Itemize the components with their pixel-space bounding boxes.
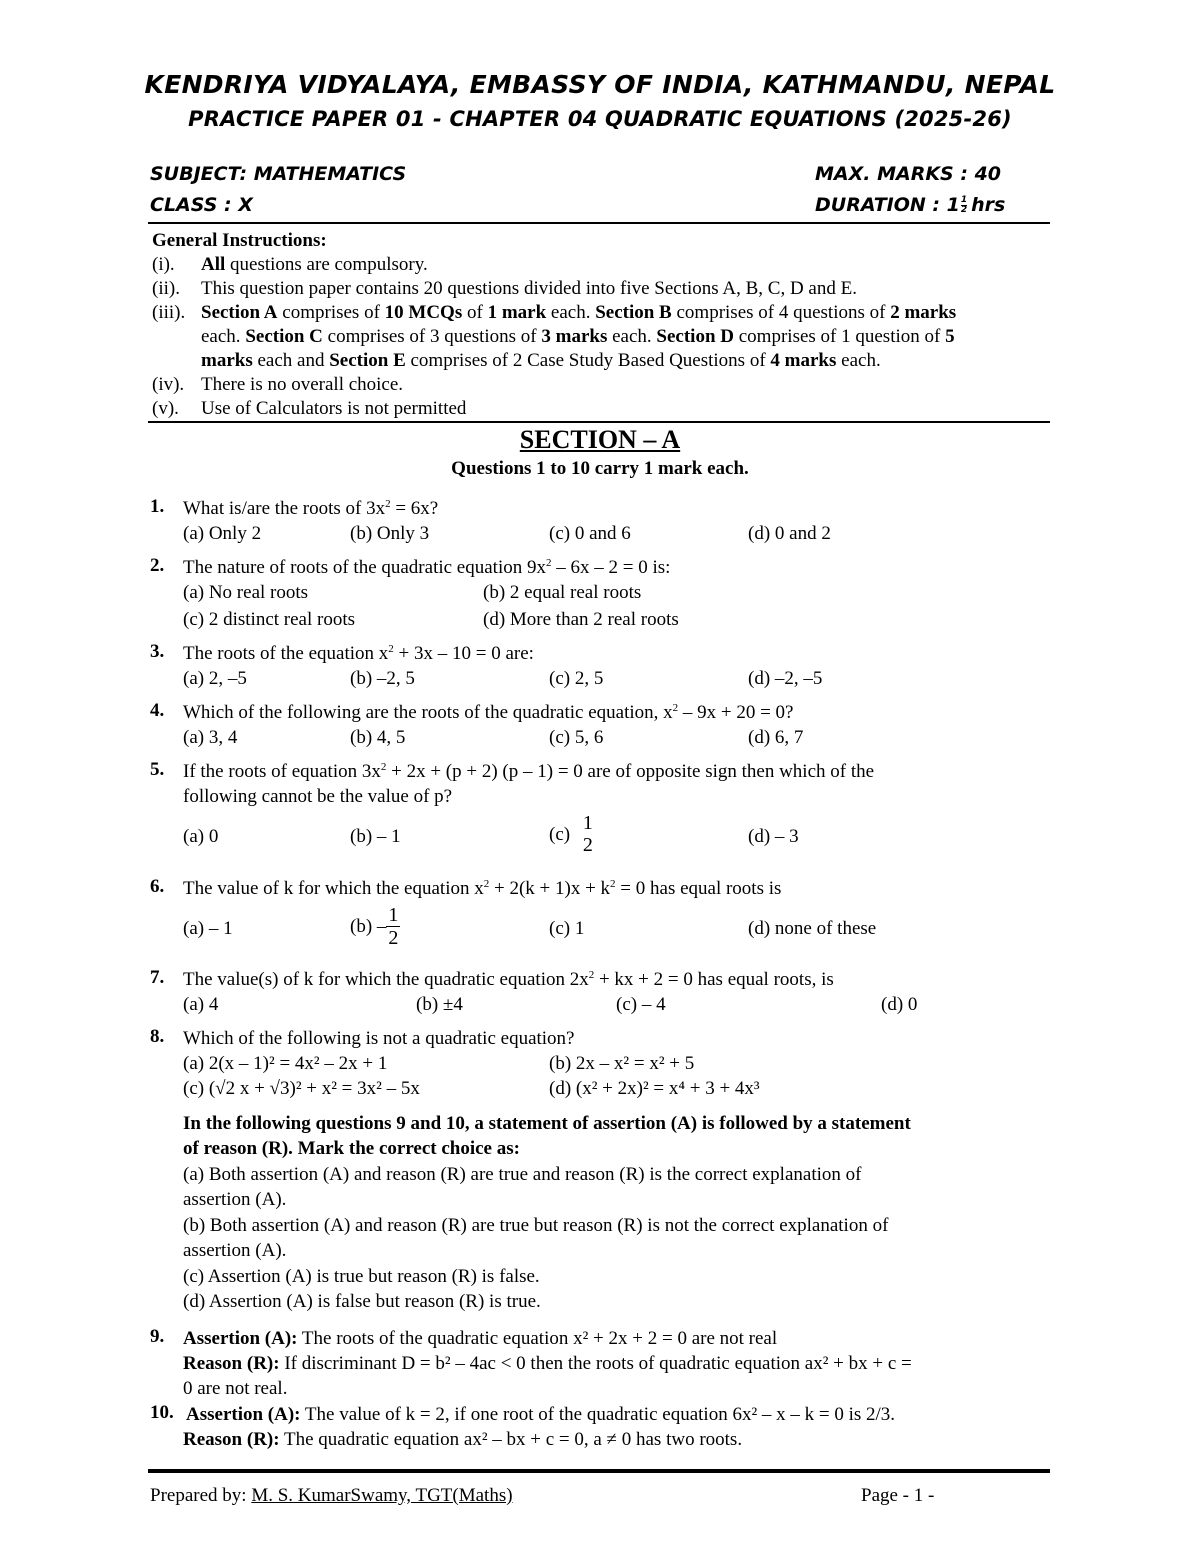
option: (b) –2, 5 bbox=[350, 668, 415, 689]
option: (a) 2, –5 bbox=[183, 668, 247, 689]
reason-text: Reason (R): The quadratic equation ax² – bx + c = 0, a ≠ 0 has two roots. bbox=[183, 1429, 743, 1450]
option: (b) – 1 bbox=[350, 826, 401, 847]
duration-prefix: DURATION : 1 bbox=[815, 194, 960, 216]
question-text: The value of k for which the equation $x^2 + 2(k + 1)x + k^2 = 0$ has equal roots is bbox=[183, 878, 782, 899]
instruction-item: All questions are compulsory. bbox=[201, 254, 428, 275]
option: (b) 4, 5 bbox=[350, 727, 406, 748]
option: (c) 1 bbox=[549, 918, 585, 939]
duration-frac-den: 2 bbox=[960, 205, 968, 215]
option-fraction: (c) 1 2 bbox=[549, 812, 593, 856]
assertion-intro: In the following questions 9 and 10, a statement of assertion (A) is followed by a statement bbox=[183, 1113, 911, 1134]
option: (a) Only 2 bbox=[183, 523, 262, 544]
class-label: CLASS : X bbox=[150, 194, 253, 216]
option: (c) 2 distinct real roots bbox=[183, 609, 356, 630]
instruction-num: (v). bbox=[152, 398, 179, 419]
section-title: SECTION – A bbox=[519, 425, 681, 454]
option: (b) ±4 bbox=[416, 994, 463, 1015]
question-number: 10. bbox=[150, 1402, 174, 1423]
option: (c) 0 and 6 bbox=[549, 523, 631, 544]
instruction-num: (i). bbox=[152, 254, 175, 275]
reason-text-cont: 0 are not real. bbox=[183, 1378, 288, 1399]
question-number: 9. bbox=[150, 1326, 165, 1347]
instruction-item-cont: each. Section C comprises of 3 questions of 3 marks each. Section D comprises of 1 question of 5 bbox=[201, 326, 955, 347]
instruction-num: (ii). bbox=[152, 278, 180, 299]
option: (b) 2 equal real roots bbox=[483, 582, 642, 603]
subject-label: SUBJECT: MATHEMATICS bbox=[150, 163, 407, 185]
option: (c) 2, 5 bbox=[549, 668, 604, 689]
assertion-choice-cont: assertion (A). bbox=[183, 1189, 287, 1210]
question-text: The nature of roots of the quadratic equation $9x^2 - 6x - 2 = 0$ is: bbox=[183, 557, 671, 578]
option: (b) Only 3 bbox=[350, 523, 430, 544]
question-number: 7. bbox=[150, 967, 165, 988]
question-text: If the roots of equation $3x^2 + 2x + (p + 2)$ (p – 1) = 0 are of opposite sign then which of the bbox=[183, 761, 875, 782]
max-marks-label: MAX. MARKS : 40 bbox=[815, 163, 1002, 185]
instructions-rule bbox=[148, 421, 1050, 423]
option: (a) 4 bbox=[183, 994, 219, 1015]
page-number: Page - 1 - bbox=[861, 1485, 935, 1506]
option: (a) 0 bbox=[183, 826, 219, 847]
instruction-item-cont: marks each and Section E comprises of 2 Case Study Based Questions of 4 marks each. bbox=[201, 350, 881, 371]
assertion-choice-cont: assertion (A). bbox=[183, 1240, 287, 1261]
question-number: 2. bbox=[150, 555, 165, 576]
instruction-num: (iv). bbox=[152, 374, 185, 395]
option: (d) 6, 7 bbox=[748, 727, 804, 748]
assertion-text: Assertion (A): The value of k = 2, if one root of the quadratic equation 6x² – x – k = 0 is 2/3. bbox=[186, 1404, 896, 1425]
header-rule bbox=[148, 222, 1050, 224]
question-text: Which of the following are the roots of the quadratic equation, $x^2 - 9x + 20 = 0$? bbox=[183, 702, 794, 723]
assertion-choice: (d) Assertion (A) is false but reason (R) is true. bbox=[183, 1291, 541, 1312]
option: (c) 5, 6 bbox=[549, 727, 604, 748]
option: (a) 2(x – 1)² = 4x² – 2x + 1 bbox=[183, 1053, 388, 1074]
instructions-title: General Instructions: bbox=[152, 230, 327, 251]
option: (c) (√2 x + √3)² + x² = 3x² – 5x bbox=[183, 1078, 420, 1099]
option: (c) – 4 bbox=[616, 994, 666, 1015]
question-text: The roots of the equation $x^2 + 3x - 10 = 0$ are: bbox=[183, 643, 534, 664]
option: (a) – 1 bbox=[183, 918, 233, 939]
option-fraction: (b) – $\frac{1}{2}$ bbox=[350, 904, 399, 949]
paper-title: PRACTICE PAPER 01 - CHAPTER 04 QUADRATIC EQUATIONS (2025-26) bbox=[188, 107, 1012, 131]
option: (d) none of these bbox=[748, 918, 877, 939]
question-number: 6. bbox=[150, 876, 165, 897]
option: (b) 2x – x² = x² + 5 bbox=[549, 1053, 695, 1074]
author-link[interactable]: M. S. KumarSwamy, TGT(Maths) bbox=[251, 1485, 513, 1506]
assertion-choice: (a) Both assertion (A) and reason (R) are true and reason (R) is the correct explanation of bbox=[183, 1164, 862, 1185]
reason-text: Reason (R): If discriminant D = b² – 4ac < 0 then the roots of quadratic equation ax² + bx + c = bbox=[183, 1353, 912, 1374]
footer-rule bbox=[148, 1469, 1050, 1473]
assertion-choice: (b) Both assertion (A) and reason (R) are true but reason (R) is not the correct explanation of bbox=[183, 1215, 889, 1236]
option: (d) – 3 bbox=[748, 826, 799, 847]
question-number: 8. bbox=[150, 1026, 165, 1047]
assertion-choice: (c) Assertion (A) is true but reason (R) is false. bbox=[183, 1266, 540, 1287]
duration-frac-num: 1 bbox=[960, 195, 968, 205]
option: (d) (x² + 2x)² = x⁴ + 3 + 4x³ bbox=[549, 1078, 760, 1099]
section-subtitle: Questions 1 to 10 carry 1 mark each. bbox=[451, 458, 749, 479]
option: (d) 0 and 2 bbox=[748, 523, 831, 544]
question-number: 3. bbox=[150, 641, 165, 662]
instruction-item: Use of Calculators is not permitted bbox=[201, 398, 467, 419]
question-text-cont: following cannot be the value of p? bbox=[183, 786, 453, 807]
duration-label bbox=[815, 194, 1005, 216]
instruction-item: There is no overall choice. bbox=[201, 374, 404, 395]
school-title: KENDRIYA VIDYALAYA, EMBASSY OF INDIA, KATHMANDU, NEPAL bbox=[144, 70, 1056, 99]
question-text: Which of the following is not a quadratic equation? bbox=[183, 1028, 575, 1049]
question-number: 5. bbox=[150, 759, 165, 780]
duration-suffix: hrs bbox=[971, 194, 1006, 216]
prepared-by: Prepared by: M. S. KumarSwamy, TGT(Maths) bbox=[150, 1485, 513, 1506]
option: (d) –2, –5 bbox=[748, 668, 823, 689]
option: (d) 0 bbox=[881, 994, 918, 1015]
question-text: The value(s) of k for which the quadratic equation $2x^2$ + kx + 2 = 0 has equal roots, is bbox=[183, 969, 834, 990]
instruction-item: Section A comprises of 10 MCQs of 1 mark each. Section B comprises of 4 questions of 2 marks bbox=[201, 302, 957, 323]
option: (a) No real roots bbox=[183, 582, 309, 603]
instruction-num: (iii). bbox=[152, 302, 186, 323]
assertion-text: Assertion (A): The roots of the quadratic equation x² + 2x + 2 = 0 are not real bbox=[183, 1328, 778, 1349]
instruction-item: This question paper contains 20 questions divided into five Sections A, B, C, D and E. bbox=[201, 278, 857, 299]
question-number: 1. bbox=[150, 496, 165, 517]
option: (a) 3, 4 bbox=[183, 727, 238, 748]
question-text: What is/are the roots of $3x^2 = 6x$? bbox=[183, 498, 439, 519]
option: (d) More than 2 real roots bbox=[483, 609, 679, 630]
question-number: 4. bbox=[150, 700, 165, 721]
assertion-intro-cont: of reason (R). Mark the correct choice as: bbox=[183, 1138, 520, 1159]
